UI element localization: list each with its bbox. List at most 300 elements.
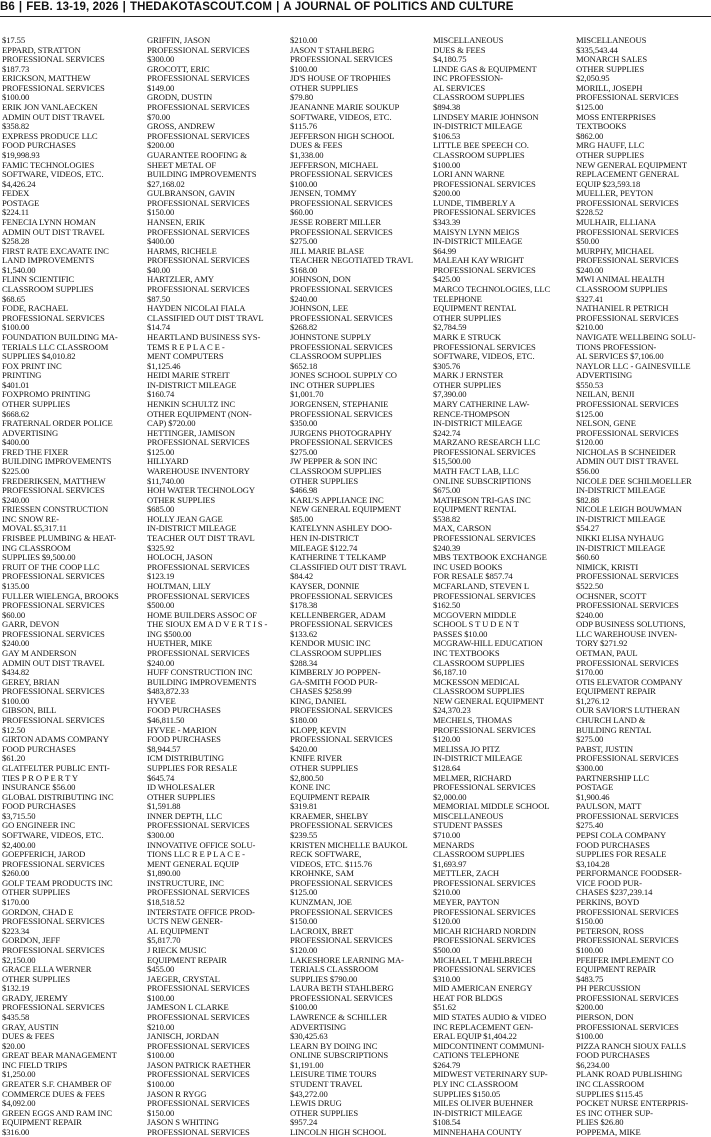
listing-line: DUES & FEES [433, 44, 486, 55]
listing-line: PROFESSIONAL SERVICES [576, 398, 679, 409]
listing-line: TORY $271.92 [576, 638, 628, 649]
listing-line: $108.54 [433, 1117, 461, 1128]
listing-line: PROFESSIONAL SERVICES [576, 753, 679, 764]
listing-line: HEAT FOR BLDGS [433, 992, 503, 1003]
listing-line: UCTS NEW GENER- [147, 916, 223, 927]
listing-line: PROFESSIONAL SERVICES [290, 197, 393, 208]
listing-line: GREATER S.F. CHAMBER OF [2, 1079, 112, 1090]
listing-line: $70.00 [147, 111, 171, 122]
listing-line: $200.00 [433, 188, 461, 199]
listing-line: FODE, RACHAEL [2, 303, 69, 314]
listing-line: OTHER SUPPLIES [290, 82, 359, 93]
listing-line: MRG HAUFF, LLC [576, 140, 645, 151]
listing-line: CHURCH LAND & [576, 715, 646, 726]
listing-line: $1,338.00 [290, 149, 324, 160]
listing-line: AL EQUIPMENT [147, 925, 209, 936]
listing-line: GIBSON, BILL [2, 705, 57, 716]
listing-line: HILLYARD [147, 456, 189, 467]
listing-line: $258.28 [2, 236, 30, 247]
listing-line: $264.79 [433, 1059, 461, 1070]
listing-columns [0, 35, 711, 1137]
listing-line: CLASSROOM SUPPLIES [433, 686, 525, 697]
listing-line: $305.76 [433, 360, 461, 371]
listing-line: PROFESSIONAL SERVICES [433, 935, 536, 946]
listing-line: GA-SMITH FOOD PUR- [290, 676, 378, 687]
listing-line: MALEAH KAY WRIGHT [433, 255, 525, 266]
listing-line: $335,543.44 [576, 44, 618, 55]
listing-line: $225.00 [2, 466, 30, 477]
listing-line: TEACHER OUT DIST TRAVL [147, 533, 255, 544]
listing-line: GUARANTEE ROOFING & [147, 149, 247, 160]
listing-line: $275.00 [576, 734, 604, 745]
listing-line: PROFESSIONAL SERVICES [433, 590, 536, 601]
listing-line: PROFESSIONAL SERVICES [433, 178, 536, 189]
listing-line: INNER DEPTH, LLC [147, 810, 223, 821]
listing-line: VICE FOOD PUR- [576, 877, 642, 888]
listing-line: LITTLE BEE SPEECH CO. [433, 140, 529, 151]
listing-line: OTHER SUPPLIES [2, 887, 71, 898]
listing-line: $538.82 [433, 513, 461, 524]
listing-line: $200.00 [147, 140, 175, 151]
listing-line: INC FIELD TRIPS [2, 1059, 68, 1070]
listing-line: LEARN BY DOING INC [290, 1040, 378, 1051]
listing-line: PROFESSIONAL SERVICES [147, 1040, 250, 1051]
listing-line: ADVERTISING [2, 427, 59, 438]
listing-line: $180.00 [290, 715, 318, 726]
listing-line: SHEET METAL OF [147, 159, 217, 170]
listing-line: PROFESSIONAL SERVICES [290, 341, 393, 352]
listing-line: LORI ANN WARNE [433, 169, 505, 180]
listing-line: $15,500.00 [433, 456, 471, 467]
listing-line: MICAH RICHARD NORDIN [433, 925, 537, 936]
listing-line: LACROIX, BRET [290, 925, 354, 936]
listing-line: MBS TEXTBOOK EXCHANGE [433, 552, 547, 563]
listing-line: $685.00 [147, 504, 175, 515]
listing-line: $5,817.70 [147, 935, 181, 946]
listing-line: OTHER SUPPLIES [2, 973, 71, 984]
listing-line: PROFESSIONAL SERVICES [576, 657, 679, 668]
listing-line: JESSE ROBERT MILLER [290, 216, 382, 227]
listing-line: $54.27 [576, 523, 600, 534]
listing-line: PROFESSIONAL SERVICES [147, 73, 250, 84]
listing-line: PROFESSIONAL SERVICES [433, 877, 536, 888]
listing-line: $435.58 [2, 1011, 30, 1022]
listing-line: KAYSER, DONNIE [290, 580, 360, 591]
listing-line: JEFFERSON, MICHAEL [290, 159, 378, 170]
listing-line: BUILDING RENTAL [576, 724, 652, 735]
listing-line: $224.11 [2, 207, 29, 218]
listing-line: $100.00 [147, 1050, 175, 1061]
listing-line: SUPPLIES $4,010.82 [2, 351, 76, 362]
listing-line: $150.00 [290, 916, 318, 927]
listing-line: LAURA BETH STAHLBERG [290, 983, 394, 994]
listing-line: ADMIN OUT DIST TRAVEL [2, 226, 105, 237]
listing-line: FRISBEE PLUMBING & HEAT- [2, 533, 117, 544]
listing-line: FIRST RATE EXCAVATE INC [2, 245, 109, 256]
listing-line: PRINTING [2, 370, 42, 381]
listing-line: $710.00 [433, 829, 461, 840]
listing-line: OTIS ELEVATOR COMPANY [576, 676, 683, 687]
listing-line: MICHAEL T MEHLBRECH [433, 954, 533, 965]
listing-line: GOEPFERICH, JAROD [2, 849, 86, 860]
listing-line: $240.00 [2, 638, 30, 649]
listing-line: $3,715.50 [2, 810, 36, 821]
listing-line: MARCO TECHNOLOGIES, LLC [433, 284, 551, 295]
listing-line: $240.00 [2, 494, 30, 505]
listing-line: NICOLE LEIGH BOUWMAN [576, 504, 682, 515]
listing-line: PROFESSIONAL SERVICES [576, 600, 679, 611]
listing-line: $4,180.75 [433, 54, 467, 65]
listing-line: SUPPLIES $115.45 [576, 1088, 643, 1099]
listing-line: $240.00 [290, 293, 318, 304]
listing-line: ERIK JON VANLAECKEN [2, 102, 98, 113]
masthead [0, 0, 711, 14]
listing-line: $240.39 [433, 542, 461, 553]
listing-line: LLC WAREHOUSE INVEN- [576, 628, 677, 639]
listing-line: MOVAL $5,317.11 [2, 523, 67, 534]
listing-line: KATELYNN ASHLEY DOO- [290, 523, 392, 534]
listing-line: PROFESSIONAL SERVICES [2, 485, 105, 496]
listing-line: MUELLER, PEYTON [576, 188, 654, 199]
listing-line: PROFESSIONAL SERVICES [2, 1002, 105, 1013]
listing-line: MENT COMPUTERS [147, 351, 224, 362]
listing-line: PROFESSIONAL SERVICES [290, 590, 393, 601]
listing-line: DUES & FEES [2, 1031, 55, 1042]
listing-line: MULHAIR, ELLIANA [576, 216, 657, 227]
listing-line: $210.00 [433, 887, 461, 898]
listing-line: MOSS ENTERPRISES [576, 111, 656, 122]
listing-line: $50.00 [576, 236, 600, 247]
listing-line: HYVEE - MARION [147, 724, 217, 735]
listing-line: $68.65 [2, 293, 26, 304]
listing-line: PROFESSIONAL SERVICES [290, 169, 393, 180]
listing-line: $6,187.10 [433, 667, 467, 678]
listing-line: $1,276.12 [576, 695, 610, 706]
listing-line: $668.62 [2, 408, 30, 419]
listing-line: $12.50 [2, 724, 26, 735]
listing-line: MISCELLANEOUS [433, 810, 504, 821]
listing-line: $645.74 [147, 772, 175, 783]
listing-line: KATHERINE T TELKAMP [290, 552, 386, 563]
listing-line: EQUIPMENT REPAIR [576, 686, 656, 697]
listing-line: $149.00 [147, 82, 175, 93]
listing-line: TIONS LLC R E P L A C E - [147, 849, 245, 860]
listing-line: ONLINE SUBSCRIPTIONS [433, 475, 532, 486]
listing-line: LINDE GAS & EQUIPMENT [433, 63, 537, 74]
listing-line: IN-DISTRICT MILEAGE [147, 379, 237, 390]
listing-line: $275.40 [576, 820, 604, 831]
listing-line: $425.00 [433, 274, 461, 285]
listing-line: FULLER WIELENGA, BROOKS [2, 590, 119, 601]
listing-line: ONLINE SUBSCRIPTIONS [290, 1050, 389, 1061]
listing-line: PAULSON, MATT [576, 801, 642, 812]
listing-line: OTHER SUPPLIES [576, 149, 645, 160]
listing-line: ES INC OTHER SUP- [576, 1107, 653, 1118]
listing-line: IN-DISTRICT MILEAGE [433, 753, 523, 764]
listing-line: PROFESSIONAL SERVICES [2, 715, 105, 726]
listing-line: EQUIPMENT REPAIR [290, 791, 370, 802]
listing-line: MARK E STRUCK [433, 331, 501, 342]
listing-line: $7,390.00 [433, 389, 467, 400]
listing-line: GRADY, JEREMY [2, 992, 68, 1003]
listing-line: $240.00 [576, 609, 604, 620]
listing-line: $125.00 [290, 887, 318, 898]
listing-line: FOXPROMO PRINTING [2, 389, 91, 400]
listing-line: HENKIN SCHULTZ INC [147, 398, 236, 409]
listing-line: PROFESSIONAL SERVICES [147, 44, 250, 55]
listing-line: ODP BUSINESS SOLUTIONS, [576, 619, 686, 630]
listing-line: $120.00 [433, 916, 461, 927]
listing-line: $120.00 [433, 734, 461, 745]
listing-line: IN-DISTRICT MILEAGE [433, 121, 523, 132]
listing-line: OCHSNER, SCOTT [576, 590, 647, 601]
listing-line: FOUNDATION BUILDING MA- [2, 331, 118, 342]
listing-line: $6,234.00 [576, 1059, 610, 1070]
listing-line: STUDENT PASSES [433, 820, 503, 831]
listing-line: OTHER SUPPLIES [433, 379, 502, 390]
listing-line: HEIDI MARIE STREIT [147, 370, 230, 381]
listing-line: $150.00 [576, 916, 604, 927]
listing-line: PERKINS, BOYD [576, 897, 640, 908]
listing-line: $400.00 [2, 437, 30, 448]
listing-line: MISCELLANEOUS [433, 35, 504, 45]
listing-line: SUPPLIES FOR RESALE [147, 762, 238, 773]
listing-line: $30,425.63 [290, 1031, 328, 1042]
listing-line: PROFESSIONAL SERVICES [576, 255, 679, 266]
listing-line: PABST, JUSTIN [576, 743, 633, 754]
listing-line: JW PEPPER & SON INC [290, 456, 378, 467]
listing-column-5 [576, 35, 709, 1137]
listing-line: GO ENGINEER INC [2, 820, 75, 831]
listing-line: EPPARD, STRATTON [2, 44, 81, 55]
listing-line: JD'S HOUSE OF TROPHIES [290, 73, 391, 84]
listing-line: $268.82 [290, 322, 318, 333]
listing-line: INC SNOW RE- [2, 513, 59, 524]
listing-line: $466.98 [290, 485, 318, 496]
listing-line: CLASSROOM SUPPLIES [290, 466, 382, 477]
listing-line: $123.19 [147, 571, 175, 582]
listing-line: $60.00 [290, 207, 314, 218]
listing-line: $1,900.46 [576, 791, 610, 802]
listing-line: KENDOR MUSIC INC [290, 638, 371, 649]
listing-line: $2,784.59 [433, 322, 467, 333]
listing-line: GLOBAL DISTRIBUTING INC [2, 791, 114, 802]
listing-line: NICHOLAS B SCHNEIDER [576, 446, 676, 457]
listing-line: MARK J ERNSTER [433, 370, 504, 381]
listing-line: MISCELLANEOUS [576, 35, 647, 45]
listing-line: PFEIFER IMPLEMENT CO [576, 954, 674, 965]
listing-line: MID AMERICAN ENERGY [433, 983, 533, 994]
listing-line: $400.00 [147, 236, 175, 247]
listing-line: PROFESSIONAL SERVICES [147, 1069, 250, 1080]
listing-line: RECK SOFTWARE, [290, 849, 362, 860]
listing-line: GRIFFIN, JASON [147, 35, 211, 45]
listing-line: FLINN SCIENTIFIC [2, 274, 75, 285]
listing-line: PROFESSIONAL SERVICES [433, 341, 536, 352]
listing-line: STUDENT TRAVEL [290, 1079, 363, 1090]
listing-line: $325.92 [147, 542, 175, 553]
listing-line: CLASSROOM SUPPLIES [433, 149, 525, 160]
listing-line: $150.00 [147, 1107, 175, 1118]
listing-line: $100.00 [290, 1002, 318, 1013]
listing-line: PROFESSIONAL SERVICES [576, 992, 679, 1003]
listing-line: $1,540.00 [2, 264, 36, 275]
listing-line: $27,168.02 [147, 178, 185, 189]
listing-line: JOHNSON, DON [290, 274, 351, 285]
listing-line: EQUIPMENT RENTAL [433, 504, 517, 515]
listing-line: HEN IN-DISTRICT [290, 533, 359, 544]
listing-line: PROFESSIONAL SERVICES [433, 724, 536, 735]
listing-line: OTHER SUPPLIES [290, 762, 359, 773]
listing-line: $316.00 [2, 1126, 30, 1137]
listing-line: DUES & FEES [290, 140, 343, 151]
listing-line: $115.76 [290, 121, 317, 132]
listing-line: CLASSIFIED OUT DIST TRAVL [290, 561, 407, 572]
listing-line: KELLENBERGER, ADAM [290, 609, 386, 620]
listing-line: MENT GENERAL EQUIP [147, 858, 239, 869]
listing-line: EQUIP $23,593.18 [576, 178, 641, 189]
listing-line: ADVERTISING [576, 370, 633, 381]
listing-line: ADMIN OUT DIST TRAVEL [2, 657, 105, 668]
listing-line: $100.00 [2, 322, 30, 333]
listing-line: PROFESSIONAL SERVICES [433, 533, 536, 544]
listing-line: HARTZLER, AMY [147, 274, 214, 285]
listing-line: $128.64 [433, 762, 461, 773]
listing-line: OTHER SUPPLIES [2, 398, 71, 409]
listing-line: PROFESSIONAL SERVICES [147, 255, 250, 266]
listing-line: PROFESSIONAL SERVICES [433, 264, 536, 275]
listing-line: $240.00 [576, 264, 604, 275]
listing-line: $1,591.88 [147, 801, 181, 812]
listing-line: $894.38 [433, 102, 461, 113]
listing-line: CAP) $720.00 [147, 418, 196, 429]
listing-line: $79.80 [290, 92, 314, 103]
listing-line: MENARDS [433, 839, 475, 850]
listing-line: $300.00 [147, 829, 175, 840]
listing-line: $522.50 [576, 580, 604, 591]
listing-line: $125.00 [576, 408, 604, 419]
listing-line: GRACE ELLA WERNER [2, 964, 92, 975]
listing-line: OTHER SUPPLIES [290, 475, 359, 486]
listing-line: POPPEMA, MIKE [576, 1126, 641, 1137]
listing-line: BUILDING IMPROVEMENTS [147, 676, 257, 687]
listing-line: $100.00 [576, 944, 604, 955]
listing-line: OTHER EQUIPMENT (NON- [147, 408, 252, 419]
listing-line: IN-DISTRICT MILEAGE [576, 513, 666, 524]
listing-line: $40.00 [147, 264, 171, 275]
listing-line: MCGOVERN MIDDLE [433, 609, 517, 620]
listing-line: $420.00 [290, 743, 318, 754]
listing-line: PROFESSIONAL SERVICES [576, 571, 679, 582]
listing-line: KNIFE RIVER [290, 753, 343, 764]
listing-line: TEXTBOOKS [576, 121, 627, 132]
listing-line: MECHELS, THOMAS [433, 715, 513, 726]
listing-line: KONE INC [290, 782, 331, 793]
listing-line: LEWIS DRUG [290, 1098, 342, 1109]
listing-line: $239.55 [290, 829, 318, 840]
listing-line: MILES OLIVER BUEHNER [433, 1098, 534, 1109]
listing-line: GREAT BEAR MANAGEMENT [2, 1050, 117, 1061]
listing-line: ERAL EQUIP $1,404.22 [433, 1031, 517, 1042]
listing-line: FEDEX [2, 188, 30, 199]
listing-line: HOME BUILDERS ASSOC OF [147, 609, 257, 620]
listing-line: TEACHER NEGOTIATED TRAVL [290, 255, 413, 266]
listing-line: $327.41 [576, 293, 604, 304]
listing-line: NAYLOR LLC - GAINESVILLE [576, 360, 691, 371]
listing-line: PROFESSIONAL SERVICES [290, 906, 393, 917]
listing-line: PROFESSIONAL SERVICES [147, 437, 250, 448]
listing-line: TIONS PROFESSION- [576, 341, 657, 352]
listing-line: $1,125.46 [147, 360, 181, 371]
listing-line: NIKKI ELISA NYHAUG [576, 533, 664, 544]
listing-line: GORDON, JEFF [2, 935, 61, 946]
listing-line: PROFESSIONAL SERVICES [433, 207, 536, 218]
listing-line: ICM DISTRIBUTING [147, 753, 224, 764]
listing-line: PROFESSIONAL SERVICES [147, 1011, 250, 1022]
listing-line: $2,400.00 [2, 839, 36, 850]
listing-line: OUR SAVIOR'S LUTHERAN [576, 705, 680, 716]
listing-line: ADMIN OUT DIST TRAVEL [576, 456, 679, 467]
listing-line: $350.00 [290, 418, 318, 429]
listing-line: PROFESSIONAL SERVICES [147, 648, 250, 658]
listing-line: METTLER, ZACH [433, 868, 500, 879]
listing-line: $1,693.97 [433, 858, 467, 869]
listing-line: JAEGER, CRYSTAL [147, 973, 220, 984]
masthead-separator: | [276, 1, 280, 13]
listing-line: CLASSIFIED OUT DIST TRAVL [147, 312, 264, 323]
listing-line: $120.00 [576, 437, 604, 448]
listing-line: PROFESSIONAL SERVICES [433, 446, 536, 457]
listing-line: INTERSTATE OFFICE PROD- [147, 906, 255, 917]
listing-line: KLOPP, KEVIN [290, 724, 347, 735]
listing-line: PARTNERSHIP LLC [576, 772, 650, 783]
listing-line: TERIALS LLC CLASSROOM [2, 341, 109, 352]
listing-line: THE SIOUX EM A D V E R T I S - [147, 619, 268, 630]
listing-line: GOLF TEAM PRODUCTS INC [2, 877, 113, 888]
listing-line: $2,050.95 [576, 73, 610, 84]
listing-line: JONES SCHOOL SUPPLY CO [290, 370, 397, 381]
listing-line: $19,998.93 [2, 149, 40, 160]
listing-line: JURGENS PHOTOGRAPHY [290, 427, 392, 438]
listing-line: $61.20 [2, 753, 26, 764]
listing-line: HOLOCH, JASON [147, 552, 213, 563]
listing-line: $60.60 [576, 552, 600, 563]
listing-line: IN-DISTRICT MILEAGE [147, 523, 237, 534]
listing-line: $652.18 [290, 360, 318, 371]
listing-line: OETMAN, PAUL [576, 648, 638, 658]
listing-line: PROFESSIONAL SERVICES [576, 935, 679, 946]
listing-line: PROFESSIONAL SERVICES [290, 705, 393, 716]
listing-line: ERICKSON, MATTHEW [2, 73, 91, 84]
listing-line: IN-DISTRICT MILEAGE [433, 236, 523, 247]
listing-line: COMMERCE DUES & FEES [2, 1088, 105, 1099]
listing-line: PROFESSIONAL SERVICES [290, 992, 393, 1003]
listing-line: $862.00 [576, 130, 604, 141]
listing-line: $401.01 [2, 379, 30, 390]
listing-line: MARY CATHERINE LAW- [433, 398, 530, 409]
listing-line: NEW GENERAL EQUIPMENT [433, 695, 545, 706]
listing-line: HUETHER, MIKE [147, 638, 213, 649]
listing-line: PROFESSIONAL SERVICES [2, 312, 105, 323]
listing-line: $483.75 [576, 973, 604, 984]
listing-line: OTHER SUPPLIES [433, 312, 502, 323]
listing-line: MIDWEST VETERINARY SUP- [433, 1069, 548, 1080]
listing-line: OTHER SUPPLIES [290, 1107, 359, 1118]
listing-line: $100.00 [290, 63, 318, 74]
listing-line: PROFESSIONAL SERVICES [290, 408, 393, 419]
listing-line: CLASSROOM SUPPLIES [433, 657, 525, 668]
listing-line: $242.74 [433, 427, 461, 438]
